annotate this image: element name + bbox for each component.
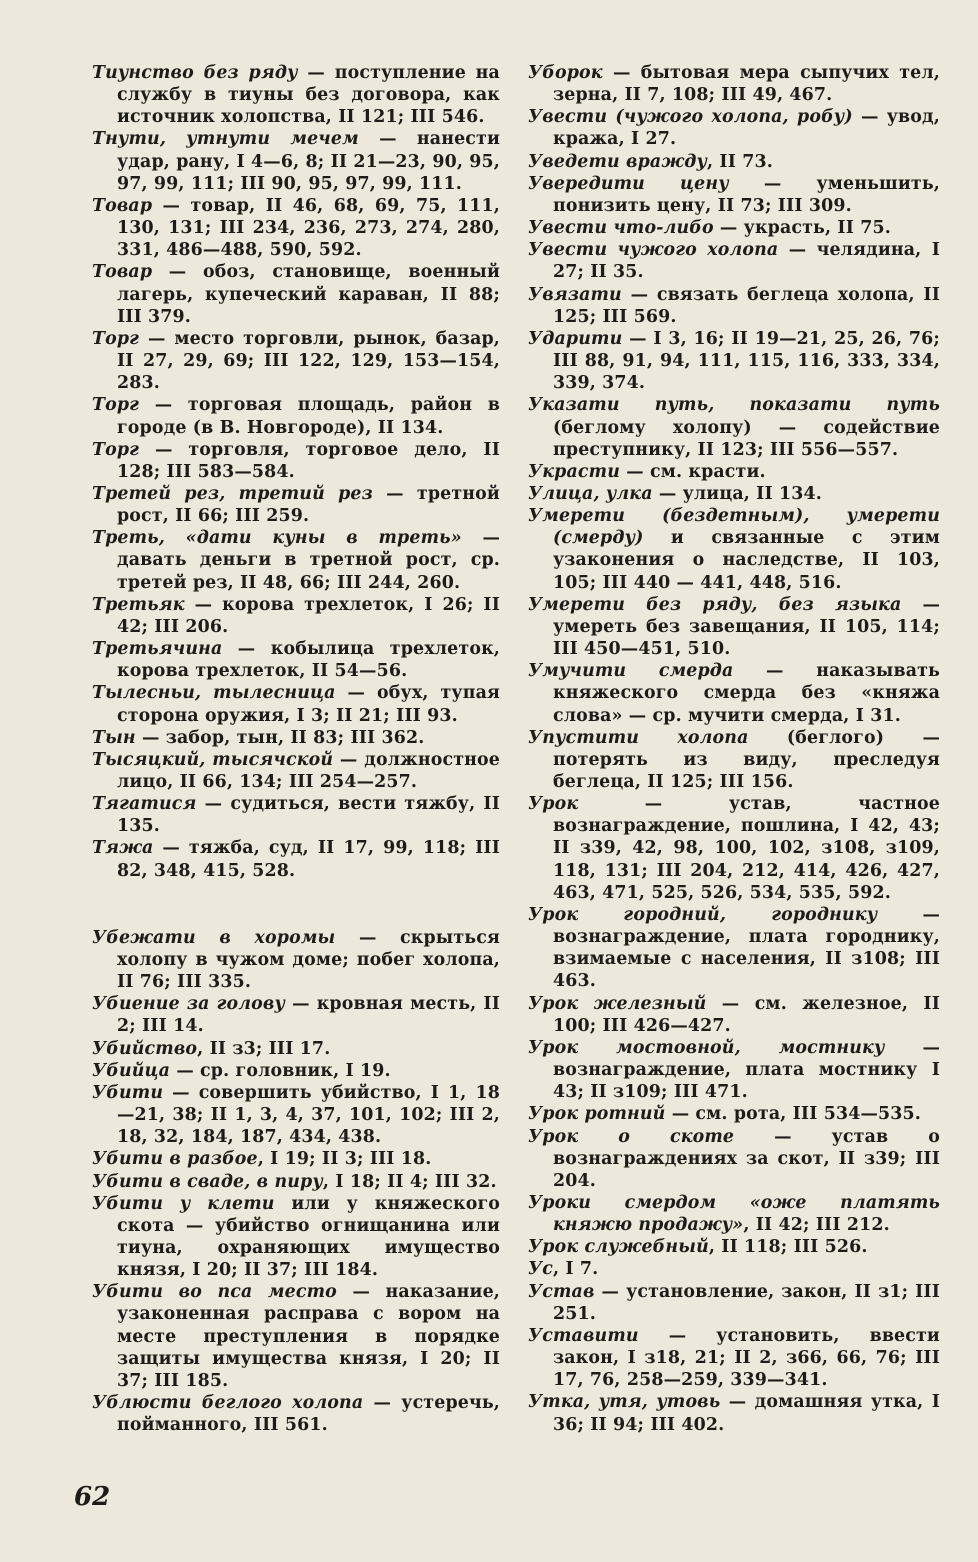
entry-term: Улица, улка — [528, 483, 653, 504]
dictionary-entry — [92, 527, 500, 593]
entry-term: Умучити смерда — [528, 661, 734, 682]
entry-term: Убити у клети — [92, 1193, 275, 1214]
dictionary-entry — [528, 483, 940, 505]
entry-definition: — совершить убийство, I 1, 18—21, 38; II 1, 3, 4, 37, 101, 102; III 2, 18, 32, 184, 187, 434, 438. — [117, 1082, 500, 1148]
dictionary-entry — [528, 1391, 940, 1435]
dictionary-entry — [528, 1281, 940, 1325]
entry-definition: , II 73. — [707, 151, 773, 172]
dictionary-entry — [528, 1126, 940, 1192]
entry-term: Ублюсти беглого холопа — [92, 1393, 364, 1414]
entry-term: Ударити — [528, 328, 623, 349]
dictionary-entry — [92, 793, 500, 837]
entry-definition: — вознаграждение, плата мостнику I 43; II з109; III 471. — [553, 1037, 940, 1103]
entry-term: Уроки смердом «оже платять княжю продажу» — [528, 1192, 940, 1236]
dictionary-entry — [528, 461, 940, 483]
letter-section-gap — [92, 882, 500, 927]
dictionary-entry — [92, 837, 500, 881]
entry-term: Тнути, утнути мечем — [92, 129, 359, 150]
entry-term: Убити во пса место — [92, 1282, 337, 1303]
entry-definition: — поступление на службу в тиуны без договора, как источник холопства, II 121; III 546. — [117, 63, 500, 128]
dictionary-entry — [528, 1325, 940, 1391]
dictionary-entry — [528, 151, 940, 173]
entry-term: Тылесньи, тылесница — [92, 683, 336, 704]
dictionary-entry — [92, 1171, 500, 1193]
dictionary-entry — [528, 328, 940, 394]
right-column — [528, 62, 940, 1436]
dictionary-entry — [528, 173, 940, 217]
dictionary-entry — [528, 394, 940, 460]
entry-definition: — скрыться холопу в чужом доме; побег холопа, II 76; III 335. — [117, 927, 500, 993]
dictionary-entry — [528, 993, 940, 1037]
entry-definition: , I 19; II 3; III 18. — [257, 1149, 432, 1170]
entry-definition: — нанести удар, рану, I 4—6, 8; II 21—23, 90, 95, 97, 99, 111; III 90, 95, 97, 99, 111. — [117, 129, 500, 194]
entry-definition: — судиться, вести тяжбу, II 135. — [117, 794, 500, 837]
dictionary-entry — [528, 505, 940, 594]
dictionary-entry — [92, 749, 500, 793]
dictionary-entry — [92, 439, 500, 483]
entry-term: Товар — [92, 262, 153, 283]
dictionary-entry — [92, 1193, 500, 1282]
entry-definition: , I 18; II 4; III 32. — [322, 1171, 497, 1192]
entry-definition: , II 42; III 212. — [743, 1215, 890, 1236]
entry-term: Устав — [528, 1281, 595, 1302]
entry-term: Товар — [92, 195, 153, 216]
entry-term: Урок городний, городнику — [528, 904, 878, 925]
entry-term: Увередити цену — [528, 173, 729, 194]
dictionary-entry — [92, 483, 500, 527]
entry-term: Ус — [528, 1259, 554, 1280]
entry-term: Убийство — [92, 1038, 198, 1059]
entry-term: Увязати — [528, 284, 622, 305]
entry-term: Тын — [92, 727, 136, 748]
entry-term: Урок мостовной, мостнику — [528, 1037, 885, 1058]
entry-term: Урок служебный — [528, 1237, 709, 1258]
dictionary-entry — [92, 727, 500, 749]
dictionary-entry — [92, 394, 500, 438]
entry-term: Треть, «дати куны в треть» — [92, 528, 462, 549]
entry-definition: — товар, II 46, 68, 69, 75, 111, 130, 131; III 234, 236, 273, 274, 280, 331, 486—488, 590, 592. — [117, 195, 500, 261]
dictionary-entry — [528, 1258, 940, 1280]
entry-definition: — см. красти. — [620, 461, 766, 482]
entry-term: Убийца — [92, 1060, 171, 1081]
entry-term: Третьячина — [92, 639, 223, 660]
dictionary-entry — [528, 1103, 940, 1125]
entry-term: Убити в сваде, в пиру — [92, 1171, 323, 1192]
entry-definition: — I 3, 16; II 19—21, 25, 26, 76; III 88, 91, 94, 111, 115, 116, 333, 334, 339, 374. — [553, 328, 940, 394]
entry-definition: — уменьшить, понизить цену, II 73; III 309. — [553, 173, 940, 216]
dictionary-entry — [92, 1281, 500, 1392]
entry-definition: (беглому холопу) — содействие преступнику, II 123; III 556—557. — [553, 417, 940, 460]
dictionary-entry — [92, 594, 500, 638]
entry-definition: — челядина, I 27; II 35. — [553, 240, 941, 283]
entry-definition: — вознаграждение, плата городнику, взимаемые с населения, II з108; III 463. — [553, 904, 940, 992]
entry-definition: — давать деньги в третной рост, ср. третей рез, II 48, 66; III 244, 260. — [117, 528, 500, 593]
entry-definition: — домашняя утка, I 36; II 94; III 402. — [553, 1392, 940, 1435]
entry-term: Увести (чужого холопа, робу) — [528, 107, 853, 128]
entry-term: Урок ротний — [528, 1104, 666, 1125]
entry-term: Украсти — [528, 461, 620, 482]
entry-definition: — тяжба, суд, II 17, 99, 118; III 82, 348, 415, 528. — [117, 838, 500, 881]
entry-term: Уборок — [528, 63, 603, 83]
entry-definition: — установить, ввести закон, I з18, 21; II 2, з66, 66, 76; III 17, 76, 258—259, 339—341. — [553, 1325, 940, 1391]
entry-term: Урок о скоте — [528, 1126, 735, 1147]
entry-term: Третей рез, третий рез — [92, 483, 373, 504]
entry-term: Урок — [528, 794, 579, 815]
entry-definition: , I 7. — [553, 1259, 599, 1280]
dictionary-entry — [92, 638, 500, 682]
dictionary-entry — [528, 284, 940, 328]
dictionary-entry — [528, 1037, 940, 1103]
entry-term: Торг — [92, 328, 140, 349]
dictionary-entry — [528, 594, 940, 660]
dictionary-entry — [92, 993, 500, 1037]
entry-definition: — торговля, торговое дело, II 128; III 583—584. — [117, 439, 500, 482]
entry-definition: — умереть без завещания, II 105, 114; III 450—451, 510. — [553, 594, 941, 660]
dictionary-entry — [528, 239, 940, 283]
dictionary-entry — [92, 328, 500, 394]
entry-definition: , II з3; III 17. — [197, 1038, 331, 1059]
entry-definition: — устав о вознаграждениях за скот, II з39; III 204. — [553, 1126, 940, 1191]
dictionary-entry — [92, 1392, 500, 1436]
entry-term: Умерети (бездетным), умерети (смерду) — [528, 506, 940, 549]
entry-definition: — кровная месть, II 2; III 14. — [117, 994, 500, 1037]
entry-definition: — см. железное, II 100; III 426—427. — [553, 993, 940, 1036]
entry-term: Тягатися — [92, 794, 197, 815]
entry-term: Убежати в хоромы — [92, 927, 336, 948]
entry-term: Тяжа — [92, 838, 154, 859]
entry-term: Увести чужого холопа — [528, 240, 779, 261]
dictionary-entry — [92, 128, 500, 194]
entry-term: Тысяцкий, тысячской — [92, 749, 334, 770]
entry-definition: — наказание, узаконенная расправа с вором на месте преступления в порядке защиты имущества князя, I 20; II 37; III 185. — [117, 1282, 500, 1391]
entry-term: Торг — [92, 439, 140, 460]
entry-definition: (беглого) — потерять из виду, преследуя беглеца, II 125; III 156. — [553, 727, 940, 792]
dictionary-entry — [528, 106, 940, 150]
dictionary-entry — [528, 793, 940, 904]
dictionary-entry — [528, 727, 940, 793]
entry-definition: — устав, частное вознаграждение, пошлина, I 42, 43; II з39, 42, 98, 100, 102, з108, з109, 118, 131; III 204, 212, 414, 426, 427, 463, 471, 525, 526, 534, 535, 592. — [553, 794, 940, 903]
entry-definition: — обух, тупая сторона оружия, I 3; II 21; III 93. — [117, 683, 501, 726]
entry-definition: — украсть, II 75. — [713, 218, 891, 239]
dictionary-entry — [92, 195, 500, 261]
entry-definition: — ср. головник, I 19. — [170, 1060, 391, 1081]
page-number: 62 — [74, 1482, 111, 1512]
dictionary-entry — [528, 1192, 940, 1236]
dictionary-entry — [92, 1082, 500, 1148]
entry-term: Уставити — [528, 1325, 639, 1346]
entry-term: Тиунство без ряду — [92, 63, 298, 83]
dictionary-entry — [92, 1148, 500, 1170]
entry-definition: — увод, кража, I 27. — [553, 107, 940, 150]
entry-term: Указати путь, показати путь — [528, 395, 940, 416]
entry-definition: — обоз, становище, военный лагерь, купеческий караван, II 88; III 379. — [117, 262, 500, 327]
entry-definition: — улица, II 134. — [652, 483, 822, 504]
dictionary-entry — [92, 1060, 500, 1082]
dictionary-entry — [528, 62, 940, 106]
entry-definition: — торговая площадь, район в городе (в В. Новгороде), II 134. — [117, 395, 500, 438]
dictionary-entry — [528, 660, 940, 726]
entry-definition: — наказывать княжеского смерда без «княжа слова» — ср. мучити смерда, I 31. — [553, 661, 940, 726]
dictionary-entry — [92, 682, 500, 726]
dictionary-entry — [92, 927, 500, 993]
dictionary-entry — [528, 217, 940, 239]
entry-definition: , II 118; III 526. — [708, 1237, 868, 1258]
entry-definition: и связанные с этим узаконения о наследстве, II 103, 105; III 440 — 441, 448, 516. — [553, 528, 940, 593]
entry-definition: — третной рост, II 66; III 259. — [117, 483, 500, 527]
dictionary-entry — [92, 1038, 500, 1060]
entry-definition: — должностное лицо, II 66, 134; III 254—257. — [117, 749, 500, 792]
dictionary-entry — [528, 904, 940, 993]
entry-definition: — забор, тын, II 83; III 362. — [135, 727, 425, 748]
dictionary-entry — [528, 1236, 940, 1258]
dictionary-entry — [92, 261, 500, 327]
left-column — [92, 62, 500, 1436]
entry-definition: — установление, закон, II з1; III 251. — [553, 1281, 940, 1324]
entry-term: Убити — [92, 1082, 164, 1103]
entry-term: Убиение за голову — [92, 994, 286, 1015]
entry-term: Третьяк — [92, 594, 185, 615]
entry-term: Уведети вражду — [528, 151, 708, 172]
entry-definition: — место торговли, рынок, базар, II 27, 29, 69; III 122, 129, 153—154, 283. — [117, 328, 500, 394]
entry-definition: — связать беглеца холопа, II 125; III 569. — [553, 284, 940, 327]
entry-term: Торг — [92, 395, 140, 416]
entry-definition: — корова трехлеток, I 26; II 42; III 206. — [117, 594, 500, 637]
entry-definition: — устеречь, пойманного, III 561. — [117, 1393, 501, 1436]
entry-term: Утка, утя, утовь — [528, 1392, 721, 1413]
entry-definition: — см. рота, III 534—535. — [665, 1104, 921, 1125]
entry-term: Убити в разбое — [92, 1149, 258, 1170]
entry-definition: — бытовая мера сыпучих тел, зерна, II 7, 108; III 49, 467. — [553, 63, 940, 106]
entry-definition: или у княжеского скота — убийство огнищанина или тиуна, охраняющих имущество князя, I 20; II 37; III 184. — [117, 1193, 500, 1281]
entry-term: Урок железный — [528, 993, 707, 1014]
entry-term: Упустити холопа — [528, 727, 749, 748]
dictionary-entry — [92, 62, 500, 128]
entry-term: Увести что-либо — [528, 218, 714, 239]
entry-definition: — кобылица трехлеток, корова трехлеток, II 54—56. — [117, 639, 500, 682]
entry-term: Умерети без ряду, без языка — [528, 594, 902, 615]
